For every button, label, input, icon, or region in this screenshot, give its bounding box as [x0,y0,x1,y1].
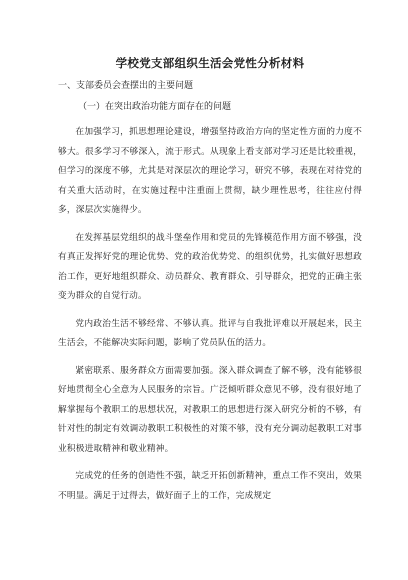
body-paragraph-3: 党内政治生活不够经常、不够认真。批评与自我批评难以开展起来，民主生活会，不能解决实际问题，影响了党员队伍的活力。 [58,318,362,348]
body-paragraph-4: 紧密联系、服务群众方面需要加强。深入群众调查了解不够，没有能够很好地贯彻全心全意为人民服务的宗旨。广泛倾听群众意见不够，没有很好地了解掌握每个教职工的思想状况，对教职工的思想进行深入研究分析的不够，有针对性的制定有效调动教职工积极性的对策不够，没有充分调动起教职工对事业积极进取精神和敬业精神。 [58,365,362,454]
body-paragraph-1: 在加强学习，抓思想理论建设，增强坚持政治方向的坚定性方面的力度不够大。很多学习不够深入，流于形式。从现象上看支部对学习还是比较重视，但学习的深度不够，尤其是对深层次的理论学习，研究不够，表现在对待党的有关重大活动时，在实施过程中注重面上贯彻，缺少理性思考，往往应付得多，深层次实施得少。 [58,127,362,215]
body-paragraph-2: 在发挥基层党组织的战斗堡垒作用和党员的先锋模范作用方面不够强，没有真正发挥好党的理论优势、党的政治优势党、的组织优势，扎实做好思想政治工作，更好地组织群众、动员群众、教育群众、引导群众，把党的正确主张变为群众的自觉行动。 [58,232,362,301]
document-title: 学校党支部组织生活会党性分析材料 [115,56,305,70]
subsection-heading: （一）在突出政治功能方面存在的问题 [78,102,232,112]
body-paragraph-5: 完成党的任务的创造性不强，缺乏开拓创新精神，重点工作不突出，效果不明显。满足于过得去，做好面子上的工作，完成规定 [58,471,362,501]
section-heading: 一、支部委员会查摆出的主要问题 [58,81,194,91]
